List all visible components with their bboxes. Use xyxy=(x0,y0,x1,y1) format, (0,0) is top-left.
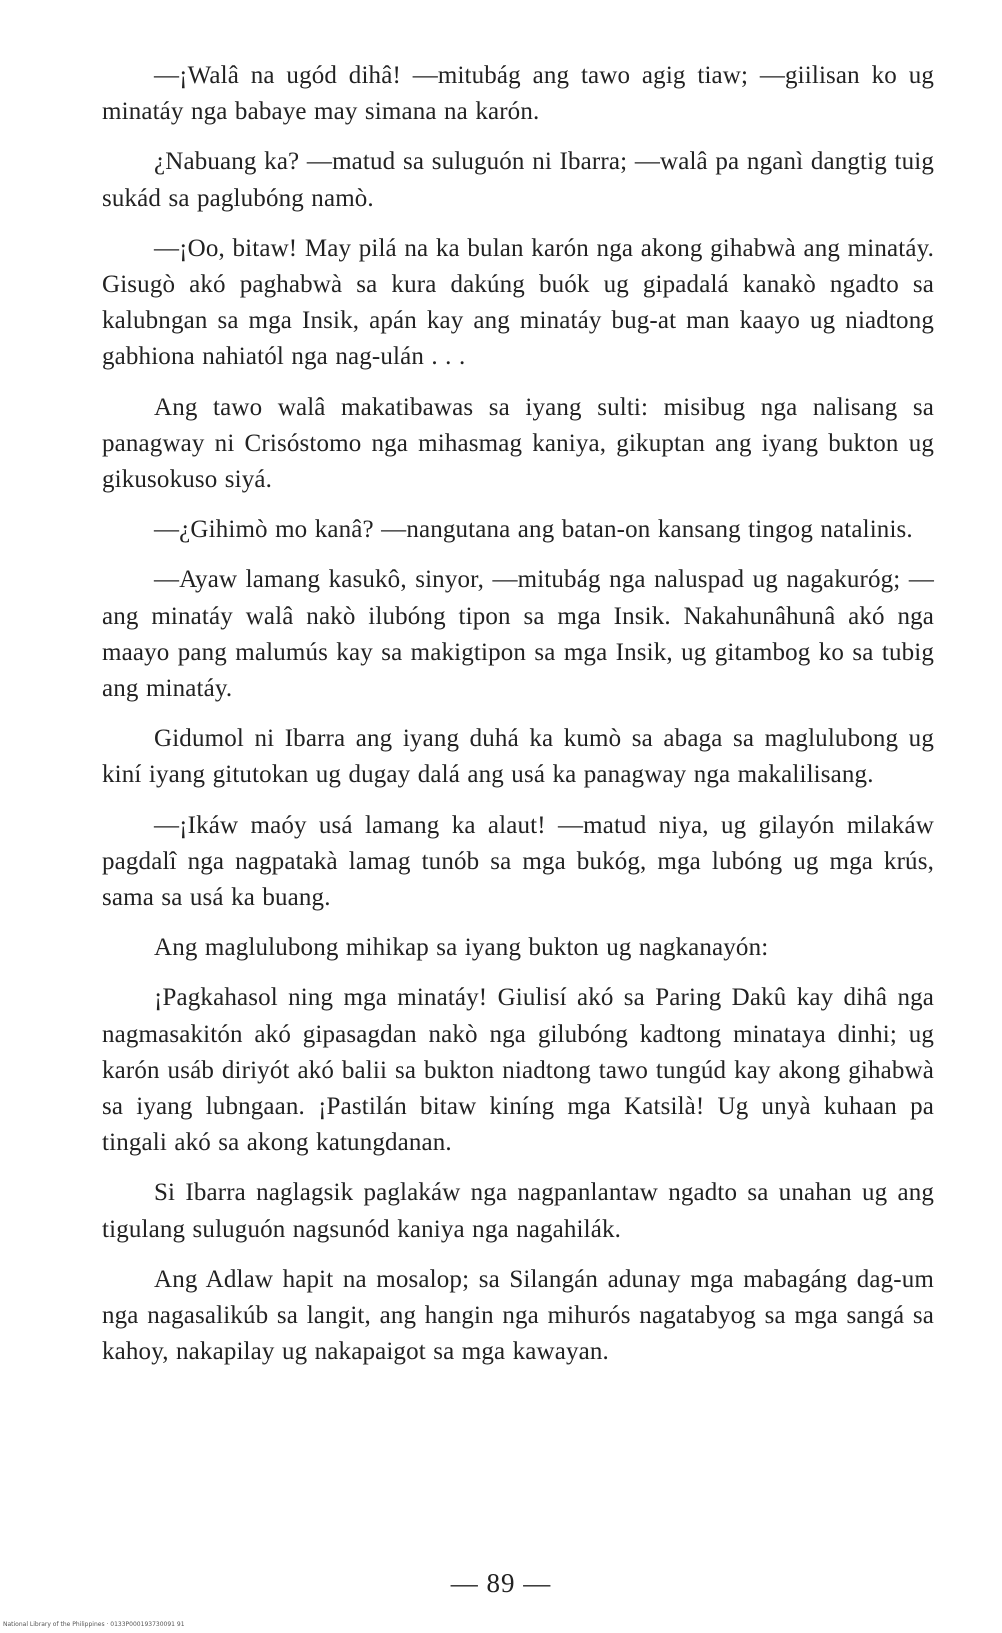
paragraph-1: —¡Walâ na ugód dihâ! —mitubág ang tawo agig tiaw; —giilisan ko ug minatáy nga babaye may simana na karón. xyxy=(102,62,934,126)
paragraph-2: ¿Nabuang ka? —matud sa suluguón ni Ibarra; —walâ pa nganì dangtig tuig sukád sa paglubóng namò. xyxy=(102,148,934,212)
paragraph-9: Ang maglulubong mihikap sa iyang bukton ug nagkanayón: xyxy=(154,934,769,962)
paragraph-7: Gidumol ni Ibarra ang iyang duhá ka kumò sa abaga sa maglulubong ug kiní iyang gitutokan ug dugay dalá ang usá ka panagway nga makalilisang. xyxy=(102,725,934,789)
paragraph-4: Ang tawo walâ makatibawas sa iyang sulti: misibug nga nalisang sa panagway ni Crisóstomo nga mihasmag kaniya, gikuptan ang iyang bukton ug gikusokuso siyá. xyxy=(102,393,934,494)
paragraph-6: —Ayaw lamang kasukô, sinyor, —mitubág nga naluspad ug nagakuróg; —ang minatáy walâ nakò ilubóng tipon sa mga Insik. Nakahunâhunâ akó nga maayo pang malumús kay sa makigtipon sa mga Insik, ug gitambog ko sa tubig ang minatáy. xyxy=(102,566,934,703)
paragraph-8: —¡Ikáw maóy usá lamang ka alaut! —matud niya, ug gilayón milakáw pagdalî nga nagpatakà lamag tunób sa mga bukóg, mga lubóng ug mga krús, sama sa usá ka buang. xyxy=(102,811,934,912)
paragraph-5: —¿Gihimò mo kanâ? —nangutana ang batan-on kansang tingog natalinis. xyxy=(154,516,913,544)
paragraph-3: —¡Oo, bitaw! May pilá na ka bulan karón nga akong gihabwà ang minatáy. Gisugò akó paghabwà sa kura dakúng buók ug gipadalá kanakò ngadto sa kalubngan sa mga Insik, apán kay ang minatáy bug-at man kaayo ug niadtong gabhiona nahiatól nga nag-ulán . . . xyxy=(102,234,934,371)
paragraph-12: Ang Adlaw hapit na mosalop; sa Silangán adunay mga mabagáng dag-um nga nagasalikúb sa langit, ang hangin nga mihurós nagatabyog sa mga sangá sa kahoy, nakapilay ug nakapaigot sa mga kawayan. xyxy=(102,1265,934,1366)
page-number: — 89 — xyxy=(450,1568,552,1598)
footer-credit: National Library of the Philippines · 0133P000193730091 91 xyxy=(3,1621,185,1628)
body-text xyxy=(102,58,934,1385)
paragraph-11: Si Ibarra naglagsik paglakáw nga nagpanlantaw ngadto sa unahan ug ang tigulang suluguón nagsunód kaniya nga nagahilák. xyxy=(102,1179,934,1243)
paragraph-10: ¡Pagkahasol ning mga minatáy! Giulisí akó sa Paring Dakû kay dihâ nga nagmasakitón akó gipasagdan nakò nga gilubóng kadtong minataya dinhi; ug karón usáb diriyót akó balii sa bukton niadtong tawo tungúd kay akong gihabwà sa iyang lubngaan. ¡Pastilán bitaw kiníng mga Katsilà! Ug unyà kuhaan pa tingali akó sa akong katungdanan. xyxy=(102,984,934,1157)
